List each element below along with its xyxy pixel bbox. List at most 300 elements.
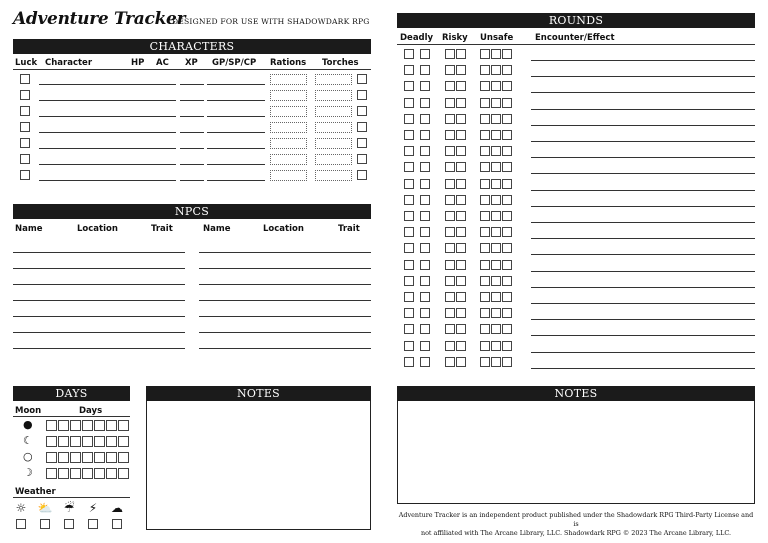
unsafe-checkbox[interactable] <box>491 308 501 318</box>
unsafe-checkbox[interactable] <box>502 146 512 156</box>
unsafe-checkbox[interactable] <box>502 211 512 221</box>
unsafe-checkbox[interactable] <box>491 65 501 75</box>
unsafe-checkbox[interactable] <box>480 162 490 172</box>
deadly-checkbox[interactable] <box>420 130 430 140</box>
risky-checkbox[interactable] <box>456 260 466 270</box>
new-moon-icon: ● <box>23 418 33 431</box>
encounter-line[interactable] <box>531 109 755 110</box>
day-checkbox[interactable] <box>70 436 81 447</box>
deadly-checkbox[interactable] <box>420 276 430 286</box>
deadly-checkbox[interactable] <box>420 146 430 156</box>
luck-checkbox[interactable] <box>20 90 30 100</box>
day-checkbox[interactable] <box>58 420 69 431</box>
unsafe-checkbox[interactable] <box>491 341 501 351</box>
luck-checkbox[interactable] <box>20 138 30 148</box>
rounds-title: ROUNDS <box>397 13 755 28</box>
npc-line-right[interactable] <box>199 332 371 333</box>
torch-checkbox[interactable] <box>357 170 367 180</box>
deadly-checkbox[interactable] <box>420 179 430 189</box>
deadly-checkbox[interactable] <box>404 227 414 237</box>
deadly-checkbox[interactable] <box>404 308 414 318</box>
day-checkbox[interactable] <box>82 452 93 463</box>
unsafe-checkbox[interactable] <box>502 341 512 351</box>
day-checkbox[interactable] <box>106 452 117 463</box>
deadly-checkbox[interactable] <box>404 179 414 189</box>
risky-checkbox[interactable] <box>445 98 455 108</box>
unsafe-checkbox[interactable] <box>491 276 501 286</box>
risky-checkbox[interactable] <box>456 324 466 334</box>
npc-line-right[interactable] <box>199 252 371 253</box>
deadly-checkbox[interactable] <box>404 65 414 75</box>
risky-checkbox[interactable] <box>456 227 466 237</box>
encounter-line[interactable] <box>531 92 755 93</box>
unsafe-checkbox[interactable] <box>491 243 501 253</box>
xp-line[interactable] <box>180 100 204 101</box>
unsafe-checkbox[interactable] <box>480 195 490 205</box>
risky-checkbox[interactable] <box>456 146 466 156</box>
unsafe-checkbox[interactable] <box>502 114 512 124</box>
unsafe-checkbox[interactable] <box>502 195 512 205</box>
unsafe-checkbox[interactable] <box>491 211 501 221</box>
rounds-col-risky: Risky <box>442 33 468 43</box>
unsafe-checkbox[interactable] <box>502 179 512 189</box>
footer-line-2: not affiliated with The Arcane Library, LLC. Shadowdark RPG © 2023 The Arcane Library, LLC. <box>420 529 732 537</box>
encounter-line[interactable] <box>531 222 755 223</box>
day-checkbox[interactable] <box>118 436 129 447</box>
torches-track[interactable] <box>315 74 352 85</box>
risky-checkbox[interactable] <box>456 65 466 75</box>
coins-line[interactable] <box>207 180 265 181</box>
risky-checkbox[interactable] <box>456 292 466 302</box>
unsafe-checkbox[interactable] <box>491 357 501 367</box>
risky-checkbox[interactable] <box>456 276 466 286</box>
weather-checkbox[interactable] <box>16 519 26 529</box>
encounter-line[interactable] <box>531 271 755 272</box>
unsafe-checkbox[interactable] <box>491 324 501 334</box>
luck-checkbox[interactable] <box>20 74 30 84</box>
day-checkbox[interactable] <box>82 468 93 479</box>
torches-track[interactable] <box>315 90 352 101</box>
rations-track[interactable] <box>270 74 307 85</box>
page-title: Adventure Tracker <box>13 9 186 29</box>
deadly-checkbox[interactable] <box>420 114 430 124</box>
character-line[interactable] <box>39 84 176 85</box>
unsafe-checkbox[interactable] <box>502 130 512 140</box>
footer-text <box>397 511 755 538</box>
day-checkbox[interactable] <box>106 420 117 431</box>
day-checkbox[interactable] <box>70 452 81 463</box>
deadly-checkbox[interactable] <box>404 341 414 351</box>
characters-title: CHARACTERS <box>13 39 371 54</box>
day-checkbox[interactable] <box>70 468 81 479</box>
coins-line[interactable] <box>207 116 265 117</box>
torch-checkbox[interactable] <box>357 154 367 164</box>
npc-line-left[interactable] <box>13 268 185 269</box>
unsafe-checkbox[interactable] <box>491 49 501 59</box>
full-moon-icon: ○ <box>23 450 33 463</box>
deadly-checkbox[interactable] <box>420 227 430 237</box>
unsafe-checkbox[interactable] <box>491 260 501 270</box>
day-checkbox[interactable] <box>94 436 105 447</box>
col-rations: Rations <box>270 58 307 68</box>
npc-line-left[interactable] <box>13 332 185 333</box>
encounter-line[interactable] <box>531 287 755 288</box>
torches-track[interactable] <box>315 138 352 149</box>
risky-checkbox[interactable] <box>456 81 466 91</box>
deadly-checkbox[interactable] <box>420 49 430 59</box>
deadly-checkbox[interactable] <box>420 162 430 172</box>
deadly-checkbox[interactable] <box>420 195 430 205</box>
day-checkbox[interactable] <box>118 420 129 431</box>
unsafe-checkbox[interactable] <box>502 324 512 334</box>
coins-line[interactable] <box>207 148 265 149</box>
unsafe-checkbox[interactable] <box>502 276 512 286</box>
risky-checkbox[interactable] <box>456 341 466 351</box>
character-line[interactable] <box>39 100 176 101</box>
risky-checkbox[interactable] <box>445 324 455 334</box>
day-checkbox[interactable] <box>46 452 57 463</box>
deadly-checkbox[interactable] <box>420 81 430 91</box>
character-line[interactable] <box>39 116 176 117</box>
risky-checkbox[interactable] <box>445 81 455 91</box>
deadly-checkbox[interactable] <box>404 146 414 156</box>
encounter-line[interactable] <box>531 157 755 158</box>
encounter-line[interactable] <box>531 254 755 255</box>
xp-line[interactable] <box>180 116 204 117</box>
risky-checkbox[interactable] <box>456 114 466 124</box>
encounter-line[interactable] <box>531 206 755 207</box>
deadly-checkbox[interactable] <box>404 357 414 367</box>
risky-checkbox[interactable] <box>445 65 455 75</box>
deadly-checkbox[interactable] <box>404 276 414 286</box>
rain-icon: ☔ <box>63 501 75 515</box>
day-checkbox[interactable] <box>118 452 129 463</box>
unsafe-checkbox[interactable] <box>502 227 512 237</box>
deadly-checkbox[interactable] <box>420 357 430 367</box>
deadly-checkbox[interactable] <box>404 98 414 108</box>
deadly-checkbox[interactable] <box>404 114 414 124</box>
deadly-checkbox[interactable] <box>420 243 430 253</box>
npc-col-trait-2: Trait <box>338 224 360 234</box>
col-luck: Luck <box>15 58 38 68</box>
npcs-title: NPCS <box>13 204 371 219</box>
rounds-header-rule <box>397 44 755 45</box>
unsafe-checkbox[interactable] <box>491 195 501 205</box>
risky-checkbox[interactable] <box>445 341 455 351</box>
luck-checkbox[interactable] <box>20 154 30 164</box>
character-line[interactable] <box>39 132 176 133</box>
day-checkbox[interactable] <box>70 420 81 431</box>
unsafe-checkbox[interactable] <box>502 308 512 318</box>
weather-header-rule <box>13 497 130 498</box>
npc-col-location-2: Location <box>263 224 304 234</box>
day-checkbox[interactable] <box>94 420 105 431</box>
risky-checkbox[interactable] <box>456 162 466 172</box>
deadly-checkbox[interactable] <box>420 292 430 302</box>
deadly-checkbox[interactable] <box>404 243 414 253</box>
unsafe-checkbox[interactable] <box>491 227 501 237</box>
npc-col-location-1: Location <box>77 224 118 234</box>
unsafe-checkbox[interactable] <box>480 81 490 91</box>
risky-checkbox[interactable] <box>445 260 455 270</box>
deadly-checkbox[interactable] <box>420 324 430 334</box>
risky-checkbox[interactable] <box>445 243 455 253</box>
risky-checkbox[interactable] <box>456 130 466 140</box>
unsafe-checkbox[interactable] <box>502 292 512 302</box>
day-checkbox[interactable] <box>94 468 105 479</box>
deadly-checkbox[interactable] <box>420 65 430 75</box>
col-xp: XP <box>185 58 198 68</box>
deadly-checkbox[interactable] <box>404 324 414 334</box>
unsafe-checkbox[interactable] <box>502 49 512 59</box>
npc-line-right[interactable] <box>199 300 371 301</box>
risky-checkbox[interactable] <box>456 243 466 253</box>
encounter-line[interactable] <box>531 368 755 369</box>
weather-label: Weather <box>15 487 56 497</box>
weather-checkbox[interactable] <box>88 519 98 529</box>
day-checkbox[interactable] <box>106 468 117 479</box>
unsafe-checkbox[interactable] <box>502 98 512 108</box>
days-header-rule <box>13 416 130 417</box>
col-ac: AC <box>156 58 169 68</box>
encounter-line[interactable] <box>531 352 755 353</box>
day-checkbox[interactable] <box>58 452 69 463</box>
deadly-checkbox[interactable] <box>404 130 414 140</box>
unsafe-checkbox[interactable] <box>480 243 490 253</box>
deadly-checkbox[interactable] <box>420 308 430 318</box>
unsafe-checkbox[interactable] <box>480 49 490 59</box>
deadly-checkbox[interactable] <box>404 260 414 270</box>
risky-checkbox[interactable] <box>456 179 466 189</box>
partly-cloudy-icon: ⛅ <box>37 501 53 515</box>
rations-track[interactable] <box>270 154 307 165</box>
col-torches: Torches <box>322 58 359 68</box>
unsafe-checkbox[interactable] <box>491 179 501 189</box>
deadly-checkbox[interactable] <box>404 49 414 59</box>
unsafe-checkbox[interactable] <box>480 179 490 189</box>
npc-line-left[interactable] <box>13 348 185 349</box>
character-line[interactable] <box>39 148 176 149</box>
col-character: Character <box>45 58 93 68</box>
npc-line-right[interactable] <box>199 316 371 317</box>
day-checkbox[interactable] <box>82 420 93 431</box>
encounter-line[interactable] <box>531 190 755 191</box>
encounter-line[interactable] <box>531 335 755 336</box>
unsafe-checkbox[interactable] <box>480 211 490 221</box>
unsafe-checkbox[interactable] <box>480 114 490 124</box>
notes-left-box[interactable] <box>146 386 371 530</box>
deadly-checkbox[interactable] <box>404 211 414 221</box>
deadly-checkbox[interactable] <box>420 341 430 351</box>
torch-checkbox[interactable] <box>357 138 367 148</box>
xp-line[interactable] <box>180 84 204 85</box>
encounter-line[interactable] <box>531 76 755 77</box>
unsafe-checkbox[interactable] <box>480 357 490 367</box>
luck-checkbox[interactable] <box>20 122 30 132</box>
unsafe-checkbox[interactable] <box>502 357 512 367</box>
day-checkbox[interactable] <box>82 436 93 447</box>
xp-line[interactable] <box>180 164 204 165</box>
risky-checkbox[interactable] <box>445 146 455 156</box>
encounter-line[interactable] <box>531 173 755 174</box>
encounter-line[interactable] <box>531 60 755 61</box>
torch-checkbox[interactable] <box>357 122 367 132</box>
rounds-col-unsafe: Unsafe <box>480 33 514 43</box>
encounter-line[interactable] <box>531 238 755 239</box>
characters-header-rule <box>13 69 371 70</box>
unsafe-checkbox[interactable] <box>480 98 490 108</box>
unsafe-checkbox[interactable] <box>480 260 490 270</box>
risky-checkbox[interactable] <box>445 227 455 237</box>
risky-checkbox[interactable] <box>445 276 455 286</box>
unsafe-checkbox[interactable] <box>491 130 501 140</box>
luck-checkbox[interactable] <box>20 170 30 180</box>
moon-label: Moon <box>15 406 42 416</box>
xp-line[interactable] <box>180 132 204 133</box>
npc-col-name-2: Name <box>203 224 231 234</box>
risky-checkbox[interactable] <box>445 357 455 367</box>
risky-checkbox[interactable] <box>445 114 455 124</box>
unsafe-checkbox[interactable] <box>502 243 512 253</box>
weather-checkbox[interactable] <box>112 519 122 529</box>
unsafe-checkbox[interactable] <box>502 162 512 172</box>
notes-left-title: NOTES <box>146 386 371 401</box>
risky-checkbox[interactable] <box>445 195 455 205</box>
day-checkbox[interactable] <box>118 468 129 479</box>
npc-line-left[interactable] <box>13 252 185 253</box>
torches-track[interactable] <box>315 106 352 117</box>
npc-line-right[interactable] <box>199 348 371 349</box>
unsafe-checkbox[interactable] <box>491 98 501 108</box>
encounter-line[interactable] <box>531 125 755 126</box>
torch-checkbox[interactable] <box>357 74 367 84</box>
unsafe-checkbox[interactable] <box>480 324 490 334</box>
torches-track[interactable] <box>315 122 352 133</box>
rounds-col-encounter: Encounter/Effect <box>535 33 615 43</box>
npc-line-right[interactable] <box>199 268 371 269</box>
character-line[interactable] <box>39 180 176 181</box>
xp-line[interactable] <box>180 148 204 149</box>
rations-track[interactable] <box>270 106 307 117</box>
risky-checkbox[interactable] <box>456 195 466 205</box>
unsafe-checkbox[interactable] <box>480 146 490 156</box>
rations-track[interactable] <box>270 122 307 133</box>
storm-icon: ⚡ <box>88 501 98 515</box>
col-coins: GP/SP/CP <box>212 58 257 68</box>
character-line[interactable] <box>39 164 176 165</box>
coins-line[interactable] <box>207 132 265 133</box>
day-checkbox[interactable] <box>58 436 69 447</box>
npc-line-left[interactable] <box>13 316 185 317</box>
deadly-checkbox[interactable] <box>404 81 414 91</box>
risky-checkbox[interactable] <box>445 49 455 59</box>
unsafe-checkbox[interactable] <box>480 65 490 75</box>
risky-checkbox[interactable] <box>456 98 466 108</box>
unsafe-checkbox[interactable] <box>491 146 501 156</box>
npc-line-right[interactable] <box>199 284 371 285</box>
risky-checkbox[interactable] <box>445 130 455 140</box>
day-checkbox[interactable] <box>46 436 57 447</box>
days-title: DAYS <box>13 386 130 401</box>
unsafe-checkbox[interactable] <box>480 292 490 302</box>
deadly-checkbox[interactable] <box>404 195 414 205</box>
unsafe-checkbox[interactable] <box>480 276 490 286</box>
risky-checkbox[interactable] <box>445 211 455 221</box>
encounter-line[interactable] <box>531 141 755 142</box>
rations-track[interactable] <box>270 170 307 181</box>
weather-checkbox[interactable] <box>64 519 74 529</box>
rations-track[interactable] <box>270 90 307 101</box>
unsafe-checkbox[interactable] <box>480 227 490 237</box>
weather-checkbox[interactable] <box>40 519 50 529</box>
days-label: Days <box>79 406 103 416</box>
rations-track[interactable] <box>270 138 307 149</box>
deadly-checkbox[interactable] <box>420 260 430 270</box>
unsafe-checkbox[interactable] <box>502 81 512 91</box>
unsafe-checkbox[interactable] <box>480 308 490 318</box>
torch-checkbox[interactable] <box>357 106 367 116</box>
coins-line[interactable] <box>207 164 265 165</box>
deadly-checkbox[interactable] <box>404 292 414 302</box>
col-hp: HP <box>131 58 145 68</box>
day-checkbox[interactable] <box>106 436 117 447</box>
coins-line[interactable] <box>207 100 265 101</box>
waning-moon-icon: ☽ <box>23 466 33 479</box>
risky-checkbox[interactable] <box>456 357 466 367</box>
unsafe-checkbox[interactable] <box>491 114 501 124</box>
risky-checkbox[interactable] <box>445 292 455 302</box>
deadly-checkbox[interactable] <box>420 98 430 108</box>
torches-track[interactable] <box>315 170 352 181</box>
sun-icon: ☼ <box>15 501 27 515</box>
unsafe-checkbox[interactable] <box>502 260 512 270</box>
unsafe-checkbox[interactable] <box>480 341 490 351</box>
deadly-checkbox[interactable] <box>420 211 430 221</box>
npc-col-trait-1: Trait <box>151 224 173 234</box>
notes-right-box[interactable] <box>397 386 755 504</box>
encounter-line[interactable] <box>531 319 755 320</box>
coins-line[interactable] <box>207 84 265 85</box>
unsafe-checkbox[interactable] <box>480 130 490 140</box>
waxing-moon-icon: ☾ <box>23 434 33 447</box>
unsafe-checkbox[interactable] <box>491 292 501 302</box>
risky-checkbox[interactable] <box>456 49 466 59</box>
rounds-col-deadly: Deadly <box>400 33 434 43</box>
risky-checkbox[interactable] <box>456 211 466 221</box>
risky-checkbox[interactable] <box>456 308 466 318</box>
luck-checkbox[interactable] <box>20 106 30 116</box>
unsafe-checkbox[interactable] <box>491 162 501 172</box>
notes-right-title: NOTES <box>397 386 755 401</box>
footer-line-1: Adventure Tracker is an independent product published under the Shadowdark RPG Third-Party License and is <box>398 511 754 528</box>
npc-line-left[interactable] <box>13 284 185 285</box>
day-checkbox[interactable] <box>94 452 105 463</box>
risky-checkbox[interactable] <box>445 179 455 189</box>
day-checkbox[interactable] <box>46 468 57 479</box>
deadly-checkbox[interactable] <box>404 162 414 172</box>
encounter-line[interactable] <box>531 303 755 304</box>
unsafe-checkbox[interactable] <box>502 65 512 75</box>
torch-checkbox[interactable] <box>357 90 367 100</box>
risky-checkbox[interactable] <box>445 308 455 318</box>
unsafe-checkbox[interactable] <box>491 81 501 91</box>
risky-checkbox[interactable] <box>445 162 455 172</box>
day-checkbox[interactable] <box>58 468 69 479</box>
torches-track[interactable] <box>315 154 352 165</box>
npc-line-left[interactable] <box>13 300 185 301</box>
day-checkbox[interactable] <box>46 420 57 431</box>
xp-line[interactable] <box>180 180 204 181</box>
